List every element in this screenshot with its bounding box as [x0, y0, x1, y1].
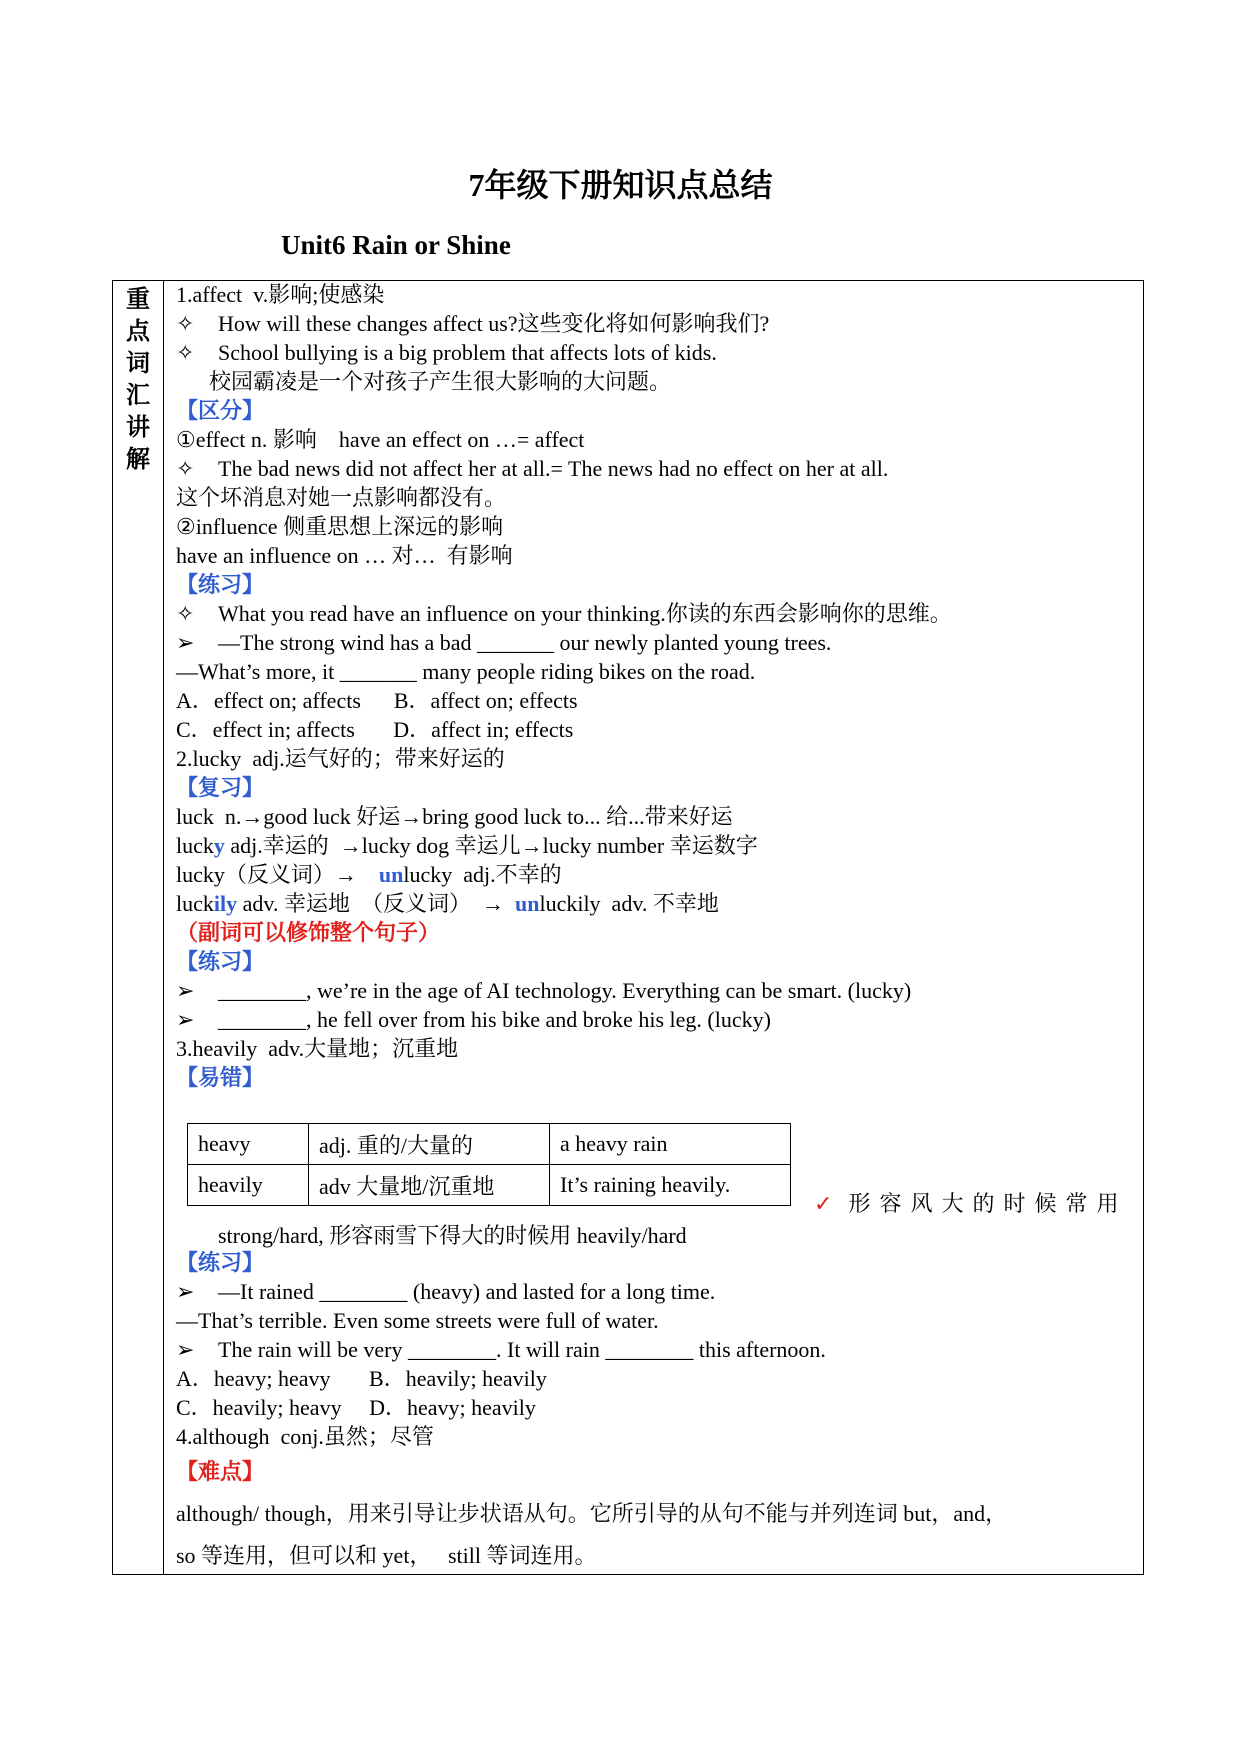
sidebar-char: 解 [126, 447, 150, 473]
table-cell: a heavy rain [550, 1124, 791, 1165]
text-line: —What’s more, it _______ many people riding bikes on the road. [176, 659, 756, 684]
arrow-bullet-icon: ➢ [176, 978, 195, 1003]
section-tag: 【练习】 [176, 949, 265, 974]
column-divider [163, 280, 164, 1575]
star-bullet-icon: ✧ [176, 601, 195, 626]
arrow-bullet-icon: ➢ [176, 1337, 195, 1362]
sidebar-char: 点 [126, 319, 150, 345]
page-title: 7年级下册知识点总结 [468, 167, 773, 203]
text-line: A．effect on; affects B．affect on; effects [176, 688, 578, 713]
section-tag: 【练习】 [176, 1250, 265, 1275]
text-line: 校园霸凌是一个对孩子产生很大影响的大问题。 [176, 369, 672, 394]
text-line: 这个坏消息对她一点影响都没有。 [176, 485, 507, 510]
suffix-highlight: y [213, 833, 225, 858]
text-line: ➢ —It rained ________ (heavy) and lasted for a long time. [176, 1279, 716, 1304]
table-row [188, 1124, 791, 1165]
section-tag: 【难点】 [176, 1459, 265, 1484]
text-line: ✧ School bullying is a big problem that affects lots of kids. [176, 340, 717, 365]
arrow-bullet-icon: ➢ [176, 630, 195, 655]
section-tag: 【复习】 [176, 775, 265, 800]
prefix-highlight: un [514, 891, 540, 916]
text-line: lucky adj.幸运的 →lucky dog 幸运儿→lucky number 幸运数字 [176, 833, 758, 858]
arrow-bullet-icon: ➢ [176, 1279, 195, 1304]
heavy-heavily-table [187, 1123, 791, 1206]
sidebar-char: 重 [126, 287, 150, 313]
star-bullet-icon: ✧ [176, 456, 195, 481]
exercise-line: ➢ ________, we’re in the age of AI technology. Everything can be smart. (lucky) [176, 978, 912, 1003]
table-cell: It’s raining heavily. [550, 1165, 791, 1206]
sidebar-label [117, 284, 159, 476]
text-line: lucky（反义词）→ unlucky adj.不幸的 [176, 862, 562, 887]
table-cell: adv 大量地/沉重地 [309, 1165, 550, 1206]
text-line: luck n.→good luck 好运→bring good luck to... 给...带来好运 [176, 804, 733, 829]
text-line: although/ though，用来引导让步状语从句。它所引导的从句不能与并列连词 but，and， [176, 1501, 1008, 1526]
unit-subtitle: Unit6 Rain or Shine [281, 230, 511, 260]
text-line: luckily adv. 幸运地 （反义词） → unluckily adv. 不幸地 [176, 891, 719, 916]
text-line: —That’s terrible. Even some streets were full of water. [176, 1308, 659, 1333]
side-note-continued: strong/hard, 形容雨雪下得大的时候用 heavily/hard [218, 1223, 687, 1248]
table-cell: heavily [188, 1165, 309, 1206]
prefix-highlight: un [378, 862, 404, 887]
text-line: so 等连用，但可以和 yet， still 等词连用。 [176, 1543, 597, 1568]
text-line: ✧ How will these changes affect us?这些变化将如何影响我们? [176, 311, 770, 336]
sidebar-char: 讲 [126, 415, 150, 441]
exercise-line: ➢ ________, he fell over from his bike and broke his leg. (lucky) [176, 1007, 771, 1032]
sidebar-char: 汇 [126, 383, 150, 409]
section-tag: 【区分】 [176, 398, 265, 423]
section-tag: 【易错】 [176, 1065, 265, 1090]
table-row [188, 1165, 791, 1206]
arrow-bullet-icon: ➢ [176, 1007, 195, 1032]
text-line: C．effect in; affects D．affect in; effects [176, 717, 574, 742]
text-line: ①effect n. 影响 have an effect on …= affect [176, 427, 585, 452]
star-bullet-icon: ✧ [176, 311, 195, 336]
text-line: 1.affect v.影响;使感染 [176, 282, 385, 307]
text-line: C．heavily; heavy D．heavy; heavily [176, 1395, 536, 1420]
text-line: have an influence on … 对… 有影响 [176, 543, 513, 568]
text-line: 2.lucky adj.运气好的；带来好运的 [176, 746, 505, 771]
table-cell: heavy [188, 1124, 309, 1165]
text-line: ➢ —The strong wind has a bad _______ our newly planted young trees. [176, 630, 832, 655]
table-cell: adj. 重的/大量的 [309, 1124, 550, 1165]
star-bullet-icon: ✧ [176, 340, 195, 365]
text-line: ➢ The rain will be very ________. It will rain ________ this afternoon. [176, 1337, 826, 1362]
section-tag: 【练习】 [176, 572, 265, 597]
vocab-content [176, 280, 1136, 1092]
checkmark-icon: ✓ [814, 1191, 833, 1216]
red-note: （副词可以修饰整个句子） [176, 920, 441, 945]
side-note: ✓ 形容风大的时候常用 [814, 1191, 1128, 1216]
sidebar-char: 词 [126, 351, 150, 377]
suffix-highlight: ily [213, 891, 238, 916]
vocab-content-lower [176, 1248, 1136, 1577]
text-line: 4.although conj.虽然；尽管 [176, 1424, 434, 1449]
text-line: 3.heavily adv.大量地；沉重地 [176, 1036, 459, 1061]
text-line: ②influence 侧重思想上深远的影响 [176, 514, 504, 539]
text-line: ✧ What you read have an influence on your thinking.你读的东西会影响你的思维。 [176, 601, 952, 626]
text-line: ✧ The bad news did not affect her at all.= The news had no effect on her at all. [176, 456, 889, 481]
text-line: A．heavy; heavy B．heavily; heavily [176, 1366, 547, 1391]
